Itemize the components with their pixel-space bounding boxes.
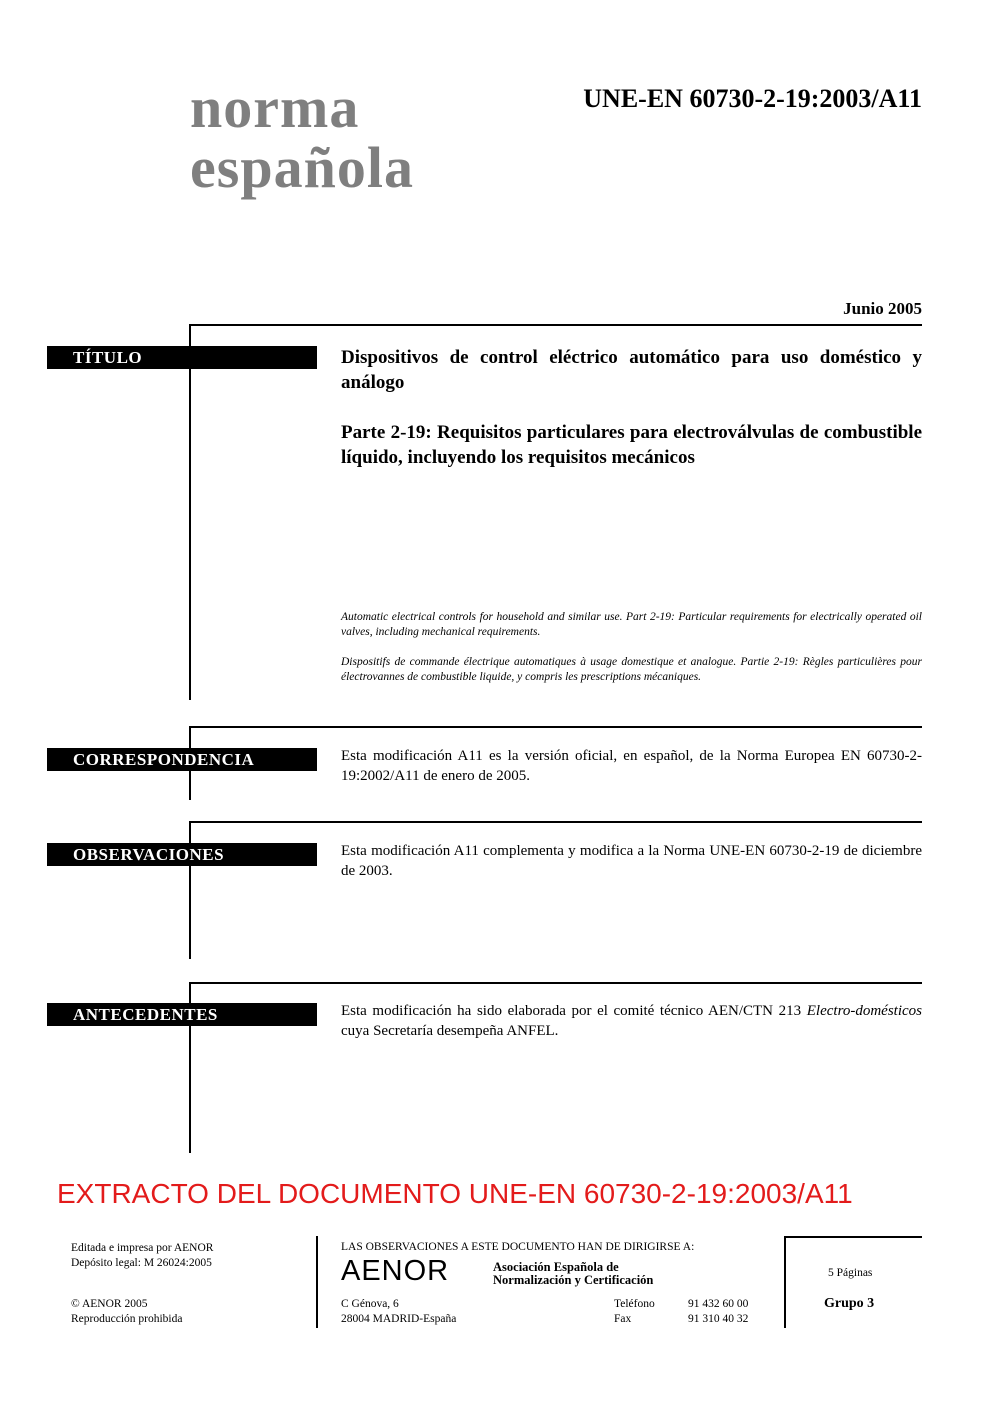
aenor-full-name bbox=[493, 1261, 653, 1287]
fax-number: 91 310 40 32 bbox=[688, 1313, 749, 1325]
norma-espanola-brand bbox=[190, 75, 414, 200]
observaciones-text: Esta modificación A11 complementa y modifica a la Norma UNE-EN 60730-2-19 de diciembre de 2003. bbox=[341, 843, 922, 879]
observaciones-top-rule bbox=[189, 821, 922, 823]
antecedentes-text-start: Esta modificación ha sido elaborada por el comité técnico AEN/CTN 213 bbox=[341, 1003, 807, 1019]
extract-notice: EXTRACTO DEL DOCUMENTO UNE-EN 60730-2-19:2003/A11 bbox=[57, 1178, 853, 1209]
footer-box-left-rule bbox=[784, 1236, 786, 1328]
page-count: 5 Páginas bbox=[828, 1267, 873, 1279]
footer-box-top-rule bbox=[784, 1236, 922, 1238]
antecedentes-text-end: cuya Secretaría desempeña ANFEL. bbox=[341, 1023, 559, 1039]
address-line-2: 28004 MADRID-España bbox=[341, 1313, 457, 1325]
copyright-line-2: Reproducción prohibida bbox=[71, 1313, 183, 1325]
observaciones-left-rule bbox=[189, 821, 191, 959]
copyright bbox=[71, 1297, 182, 1327]
correspondencia-text: Esta modificación A11 es la versión oficial, en español, de la Norma Europea EN 60730-2-19:2002/A11 de enero de 2005. bbox=[341, 748, 922, 784]
edited-by bbox=[71, 1241, 213, 1271]
antecedentes-top-rule bbox=[189, 982, 922, 984]
part-spanish: Parte 2-19: Requisitos particulares para electroválvulas de combustible líquido, incluyendo los requisitos mecánicos bbox=[341, 422, 922, 468]
title-french: Dispositifs de commande électrique automatiques à usage domestique et analogue. Partie 2-19: Règles particulières pour électrovannes de combustible liquide, y compris les prescriptions mécaniques. bbox=[341, 656, 922, 683]
titulo-left-rule bbox=[189, 324, 191, 700]
title-english: Automatic electrical controls for household and similar use. Part 2-19: Particular requirements for electrically operated oil valves, including mechanical requirements. bbox=[341, 611, 922, 638]
brand-line-1: norma bbox=[190, 75, 360, 140]
correspondencia-top-rule bbox=[189, 726, 922, 728]
antecedentes-committee-name: Electro-domésticos bbox=[806, 1003, 922, 1019]
aenor-name-line-2: Normalización y Certificación bbox=[493, 1273, 654, 1287]
standard-code: UNE-EN 60730-2-19:2003/A11 bbox=[583, 84, 922, 113]
title-spanish: Dispositivos de control eléctrico automático para uso doméstico y análogo bbox=[341, 347, 922, 393]
aenor-name-line-1: Asociación Española de bbox=[493, 1260, 619, 1274]
antecedentes-text bbox=[341, 1001, 922, 1041]
publication-date: Junio 2005 bbox=[843, 299, 922, 318]
price-group: Grupo 3 bbox=[824, 1296, 875, 1311]
edited-line-2: Depósito legal: M 26024:2005 bbox=[71, 1257, 212, 1269]
contact-labels bbox=[614, 1297, 655, 1327]
contact-values bbox=[688, 1297, 748, 1327]
correspondencia-label: CORRESPONDENCIA bbox=[47, 748, 317, 771]
phone-number: 91 432 60 00 bbox=[688, 1298, 749, 1310]
fax-label: Fax bbox=[614, 1313, 632, 1325]
aenor-logo: AENOR bbox=[341, 1255, 450, 1287]
copyright-line-1: © AENOR 2005 bbox=[71, 1298, 148, 1310]
brand-line-2: española bbox=[190, 135, 414, 200]
edited-line-1: Editada e impresa por AENOR bbox=[71, 1242, 214, 1254]
antecedentes-label: ANTECEDENTES bbox=[47, 1003, 317, 1026]
observations-header: LAS OBSERVACIONES A ESTE DOCUMENTO HAN DE DIRIGIRSE A: bbox=[341, 1241, 695, 1253]
footer-divider-left bbox=[316, 1236, 318, 1328]
observaciones-label: OBSERVACIONES bbox=[47, 843, 317, 866]
address bbox=[341, 1297, 456, 1327]
phone-label: Teléfono bbox=[614, 1298, 655, 1310]
titulo-top-rule bbox=[189, 324, 922, 326]
address-line-1: C Génova, 6 bbox=[341, 1298, 399, 1310]
titulo-label: TÍTULO bbox=[47, 346, 317, 369]
